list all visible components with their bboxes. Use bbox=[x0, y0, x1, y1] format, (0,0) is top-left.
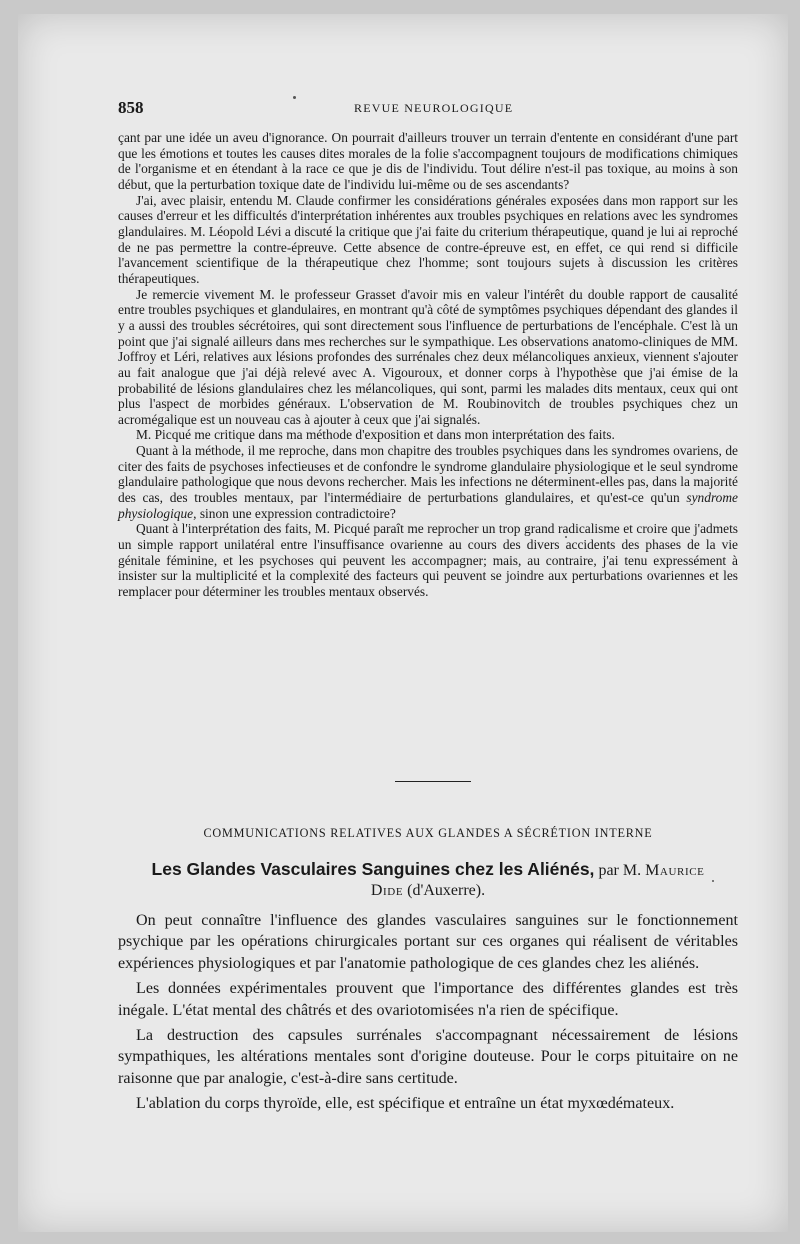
article-by: par M. bbox=[598, 862, 642, 879]
paragraph: çant par une idée un aveu d'ignorance. On pourrait d'ailleurs trouver un terrain d'entente en considérant d'une part que les émotions et toutes les causes dites morales de la folie s'accompagnent toujours de modifications chimiques de l'organisme et en étendant à la race ce que je dis de l'individu. Tout délire n'est-il pas toxique, au moins à son début, que la perturbation toxique date de l'individu lui-même ou de ses ascendants? bbox=[118, 130, 738, 192]
journal-title: REVUE NEUROLOGIQUE bbox=[354, 101, 514, 115]
paragraph: J'ai, avec plaisir, entendu M. Claude confirmer les considérations générales exposées dans mon rapport sur les causes d'erreur et les difficultés d'interprétation inhérentes aux troubles psychiques en relations avec les syndromes glandulaires. M. Léopold Lévi a discuté la critique que j'ai faite du criterium thérapeutique, quand je lui ai reproché de ne pas permettre la contre-épreuve. Cette absence de contre-épreuve est, en effet, ce qui rend si difficile l'avancement scientifique de la thérapeutique chez l'homme; sont toujours sujets à discussion les critères thérapeutiques. bbox=[118, 192, 738, 286]
author-first-name: Maurice bbox=[645, 862, 705, 879]
article-body bbox=[118, 910, 738, 1119]
paragraph-text: , sinon une expression contradictoire? bbox=[193, 505, 396, 521]
paragraph: Quant à l'interprétation des faits, M. Picqué paraît me reprocher un trop grand radicalisme et croire que j'admets un simple rapport unilatéral entre l'insuffisance ovarienne au cours des divers accidents des phases de la vie génitale féminine, et les psychoses qui peuvent les accompagner; mais, au contraire, j'ai tenu expressément à insister sur la multiplicité et la complexité des facteurs qui peuvent se joindre aux perturbations ovariennes et les remplacer pour déterminer les troubles mentaux observés. bbox=[118, 521, 738, 600]
section-heading: COMMUNICATIONS RELATIVES AUX GLANDES A SÉCRÉTION INTERNE bbox=[203, 826, 653, 840]
paragraph bbox=[118, 443, 738, 521]
italic-term: syndrome physiologique bbox=[118, 490, 738, 521]
section-divider bbox=[395, 781, 471, 782]
paragraph: On peut connaître l'influence des glandes vasculaires sanguines sur le fonctionnement psychique par les opérations chirurgicales portant sur ces organes qui réalisent de véritables expériences physiologiques et par l'anatomie pathologique de ces glandes chez les aliénés. bbox=[118, 912, 738, 972]
paragraph: Les données expérimentales prouvent que l'importance des différentes glandes est très inégale. L'état mental des châtrés et des ovariotomisées n'a rien de spécifique. bbox=[118, 980, 738, 1019]
author-place: (d'Auxerre). bbox=[407, 882, 486, 899]
paragraph: Je remercie vivement M. le professeur Grasset d'avoir mis en valeur l'intérêt du double rapport de causalité entre troubles psychiques et glandulaires, en montrant qu'à côté de symptômes psychiques dépendant des glandes il y a aussi des troubles sécrétoires, qui sont directement sous l'influence de perturbations de l'encéphale. C'est là un point que j'ai signalé ailleurs dans mes recherches sur le sympathique. Les observations anatomo-cliniques de MM. Joffroy et Léri, relatives aux lésions profondes des surrénales chez deux mélancoliques anxieux, viennent s'ajouter au fait analogue que j'ai déjà relevé avec A. Vigouroux, et donner corps à l'hypothèse que j'ai émise de la probabilité de lésions glandulaires chez les mélancoliques, qui sont, parmi les malades dits mentaux, ceux qui ont plus l'aspect de morbides généraux. L'observation de M. Roubinovitch de troubles psychiques chez un acromégalique est un nouveau cas à ajouter à ceux que j'ai signalés. bbox=[118, 286, 738, 427]
paragraph: L'ablation du corps thyroïde, elle, est spécifique et entraîne un état myxœdémateux. bbox=[136, 1095, 675, 1113]
discussion-text bbox=[118, 130, 738, 600]
article-title: Les Glandes Vasculaires Sanguines chez les Aliénés, bbox=[151, 859, 595, 879]
page-number: 858 bbox=[118, 98, 144, 117]
article-title-block bbox=[118, 859, 738, 901]
author-last-name: Dide bbox=[370, 882, 404, 899]
paragraph: M. Picqué me critique dans ma méthode d'exposition et dans mon interprétation des faits. bbox=[136, 427, 615, 443]
paragraph-text: Quant à la méthode, il me reproche, dans mon chapitre des troubles psychiques dans les syndromes ovariens, de citer des faits de psychoses infectieuses et de confondre le syndrome glandulaire physiologique et le seul syndrome glandulaire pathologique que nous devons rechercher. Mais les infections ne déterminent-elles pas, dans la majorité des cas, des troubles mentaux, par l'intermédiaire de perturbations glandulaires, et qu'est-ce qu'un bbox=[118, 443, 738, 506]
paragraph: La destruction des capsules surrénales s'accompagnant nécessairement de lésions sympathiques, les altérations mentales sont d'origine douteuse. Pour le corps pituitaire on ne raisonne que par analogie, c'est-à-dire sans certitude. bbox=[118, 1027, 738, 1087]
running-header bbox=[118, 98, 738, 118]
